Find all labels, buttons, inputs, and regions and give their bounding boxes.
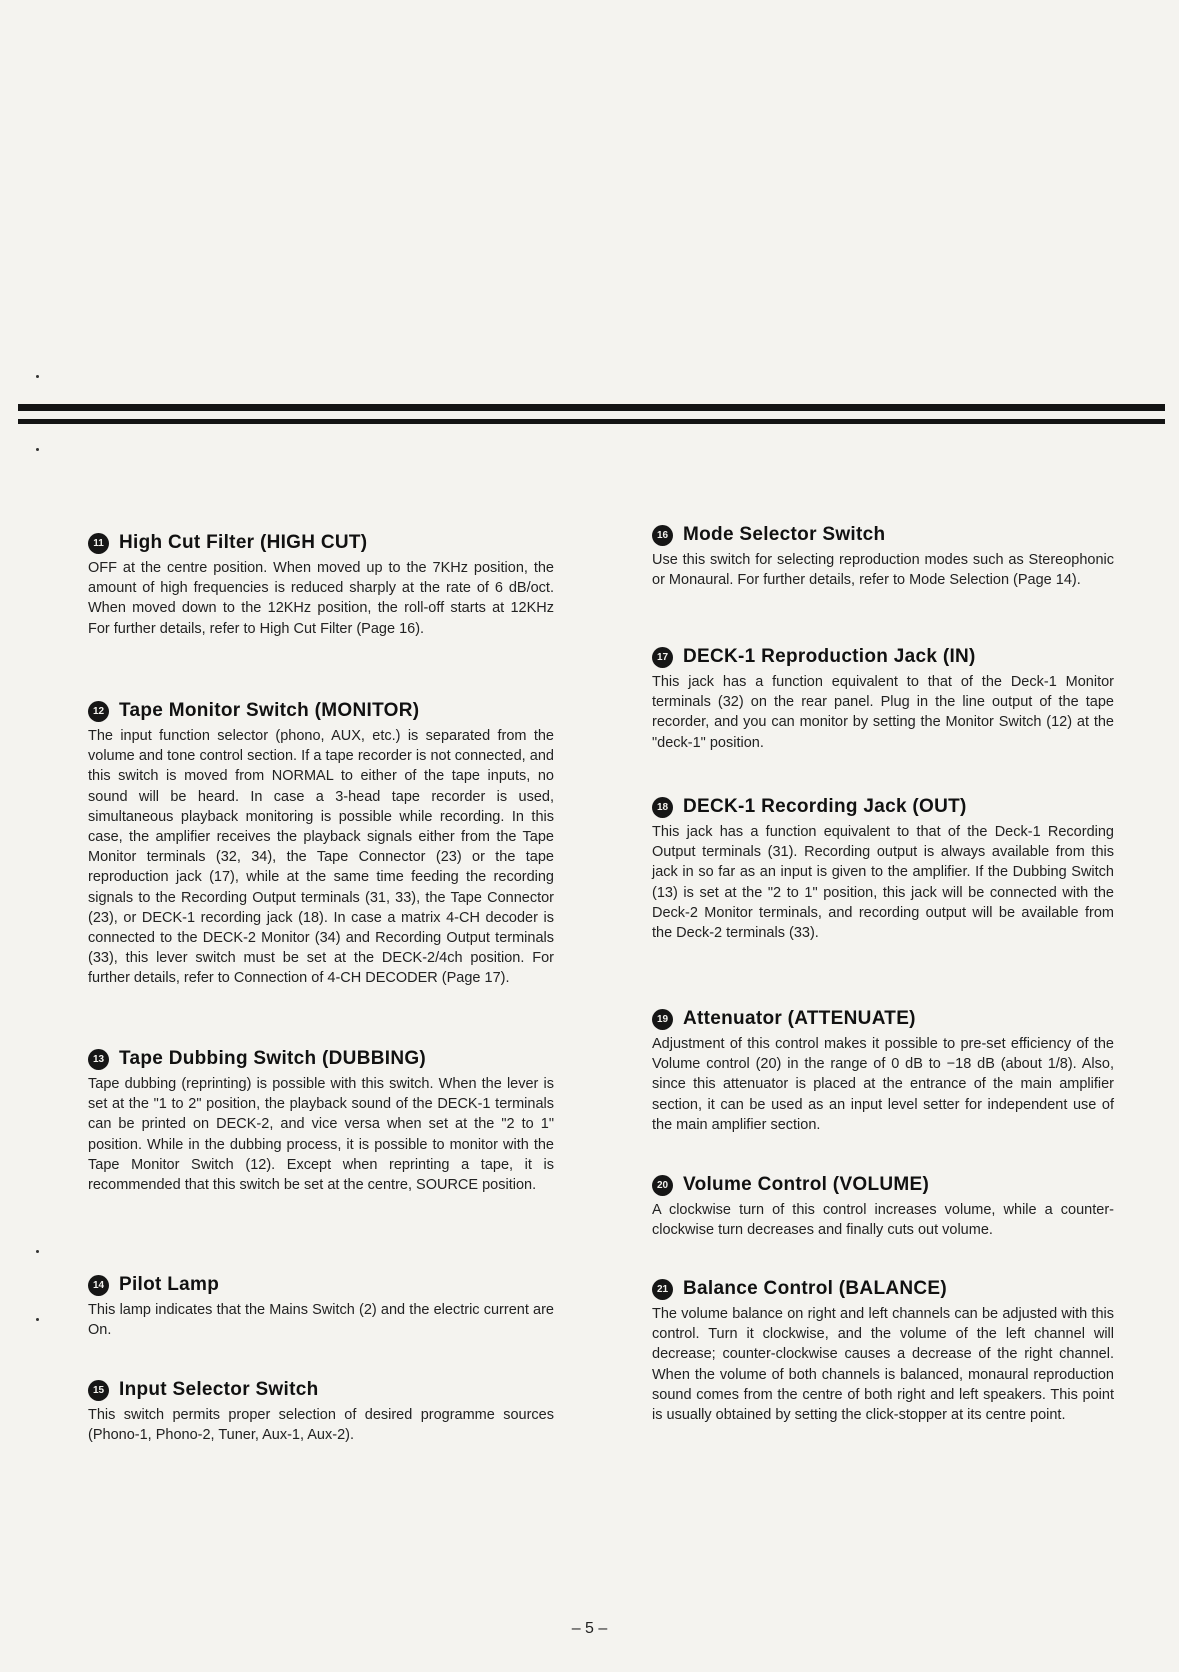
scan-speck [36,448,39,451]
section-text: The volume balance on right and left channels can be adjusted with this control. Turn it clockwise, and the volume of the left channel will decrease; counter-clockwise causes a decrease of the right channel. When the volume of both channels is balanced, monaural reproduction sound comes from the centre of both right and left speakers. This point is usually obtained by setting the click-stopper at its centre point. [652,1306,1114,1424]
number-badge: 18 [652,797,673,818]
section-heading [88,532,554,554]
section-heading [88,700,554,722]
section-deck1-recording-jack [652,796,1114,943]
section-title: Tape Monitor Switch (MONITOR) [119,700,420,721]
number-badge: 20 [652,1175,673,1196]
section-title: Attenuator (ATTENUATE) [683,1008,916,1029]
section-text: A clockwise turn of this control increases volume, while a counter-clockwise turn decreases and finally cuts out volume. [652,1202,1114,1239]
page-number: – 5 – [571,1620,608,1637]
section-high-cut-filter [88,532,554,639]
section-title: Volume Control (VOLUME) [683,1174,930,1195]
section-text: This lamp indicates that the Mains Switch (2) and the electric current are On. [88,1302,554,1339]
scan-speck [36,1318,39,1321]
section-text: Use this switch for selecting reproduction modes such as Stereophonic or Monaural. For further details, refer to Mode Selection (Page 14). [652,552,1114,589]
section-title: DECK-1 Recording Jack (OUT) [683,796,967,817]
number-badge: 21 [652,1279,673,1300]
section-title: Pilot Lamp [119,1274,220,1295]
section-text: This jack has a function equivalent to that of the Deck-1 Recording Output terminals (31). Recording output is always available from this jack in so far as an input is given to the amplifier. If the Dubbing Switch (13) is set at the "2 to 1" position, this jack will be connected with the Deck-2 Monitor terminals, and recording output will be available from the Deck-2 terminals (33). [652,824,1114,942]
section-text: This jack has a function equivalent to that of the Deck-1 Monitor terminals (32) on the rear panel. Plug in the line output of the tape recorder, and you can monitor by setting the Monitor Switch (12) at the "deck-1" position. [652,674,1114,751]
section-heading [652,796,1114,818]
section-tape-monitor-switch [88,700,554,989]
scan-speck [36,375,39,378]
section-heading [652,1008,1114,1030]
bottom-rule [18,419,1165,424]
section-title: Balance Control (BALANCE) [683,1278,948,1299]
section-title: DECK-1 Reproduction Jack (IN) [683,646,976,667]
section-heading [88,1048,554,1070]
number-badge: 12 [88,701,109,722]
section-attenuator [652,1008,1114,1135]
scan-speck [36,1250,39,1253]
number-badge: 11 [88,533,109,554]
number-badge: 19 [652,1009,673,1030]
section-mode-selector-switch [652,524,1114,590]
section-heading [88,1274,554,1296]
section-text: Adjustment of this control makes it possible to pre-set efficiency of the Volume control (20) in the range of 0 dB to −18 dB (about 1/8). Also, since this attenuator is placed at the entrance of the main amplifier section, it can be used as an input level setter for independent use of the main amplifier section. [652,1036,1114,1133]
number-badge: 14 [88,1275,109,1296]
section-heading [88,1379,554,1401]
section-balance-control [652,1278,1114,1425]
section-heading [652,1278,1114,1300]
section-tape-dubbing-switch [88,1048,554,1195]
section-pilot-lamp [88,1274,554,1340]
number-badge: 15 [88,1380,109,1401]
top-rule [18,404,1165,411]
section-text: Tape dubbing (reprinting) is possible with this switch. When the lever is set at the "1 to 2" position, the playback sound of the DECK-1 terminals can be printed on DECK-2, and vice versa when set at the "2 to 1" position. While in the dubbing process, it is possible to monitor with the Tape Monitor Switch (12). Except when reprinting a tape, it is recommended that this switch be set at the centre, SOURCE position. [88,1076,554,1194]
section-text: This switch permits proper selection of desired programme sources (Phono-1, Phono-2, Tuner, Aux-1, Aux-2). [88,1407,554,1444]
section-deck1-reproduction-jack [652,646,1114,753]
section-text: OFF at the centre position. When moved up to the 7KHz position, the amount of high frequencies is reduced sharply at the rate of 6 dB/oct. When moved down to the 12KHz position, the roll-off starts at 12KHz For further details, refer to High Cut Filter (Page 16). [88,560,554,637]
number-badge: 13 [88,1049,109,1070]
section-text: The input function selector (phono, AUX, etc.) is separated from the volume and tone control section. If a tape recorder is not connected, and this switch is moved from NORMAL to either of the tape inputs, no sound will be heard. In case a 3-head tape recorder is used, simultaneous playback monitoring is possible while recording. In this case, the amplifier receives the playback signals either from the Tape Monitor terminals (32, 34), the Tape Connector (23) or the tape reproduction jack (17), while at the same time feeding the recording signals to the Recording Output terminals (31, 33), the Tape Connector (23), or DECK-1 recording jack (18). In case a matrix 4-CH decoder is connected to the DECK-2 Monitor (34) and Recording Output terminals (33), this lever switch must be set at the DECK-2/4ch position. For further details, refer to Connection of 4-CH DECODER (Page 17). [88,728,554,987]
section-input-selector-switch [88,1379,554,1445]
section-heading [652,646,1114,668]
section-title: High Cut Filter (HIGH CUT) [119,532,368,553]
section-heading [652,524,1114,546]
section-title: Tape Dubbing Switch (DUBBING) [119,1048,427,1069]
number-badge: 17 [652,647,673,668]
number-badge: 16 [652,525,673,546]
section-volume-control [652,1174,1114,1240]
section-heading [652,1174,1114,1196]
section-title: Mode Selector Switch [683,524,886,545]
section-title: Input Selector Switch [119,1379,319,1400]
